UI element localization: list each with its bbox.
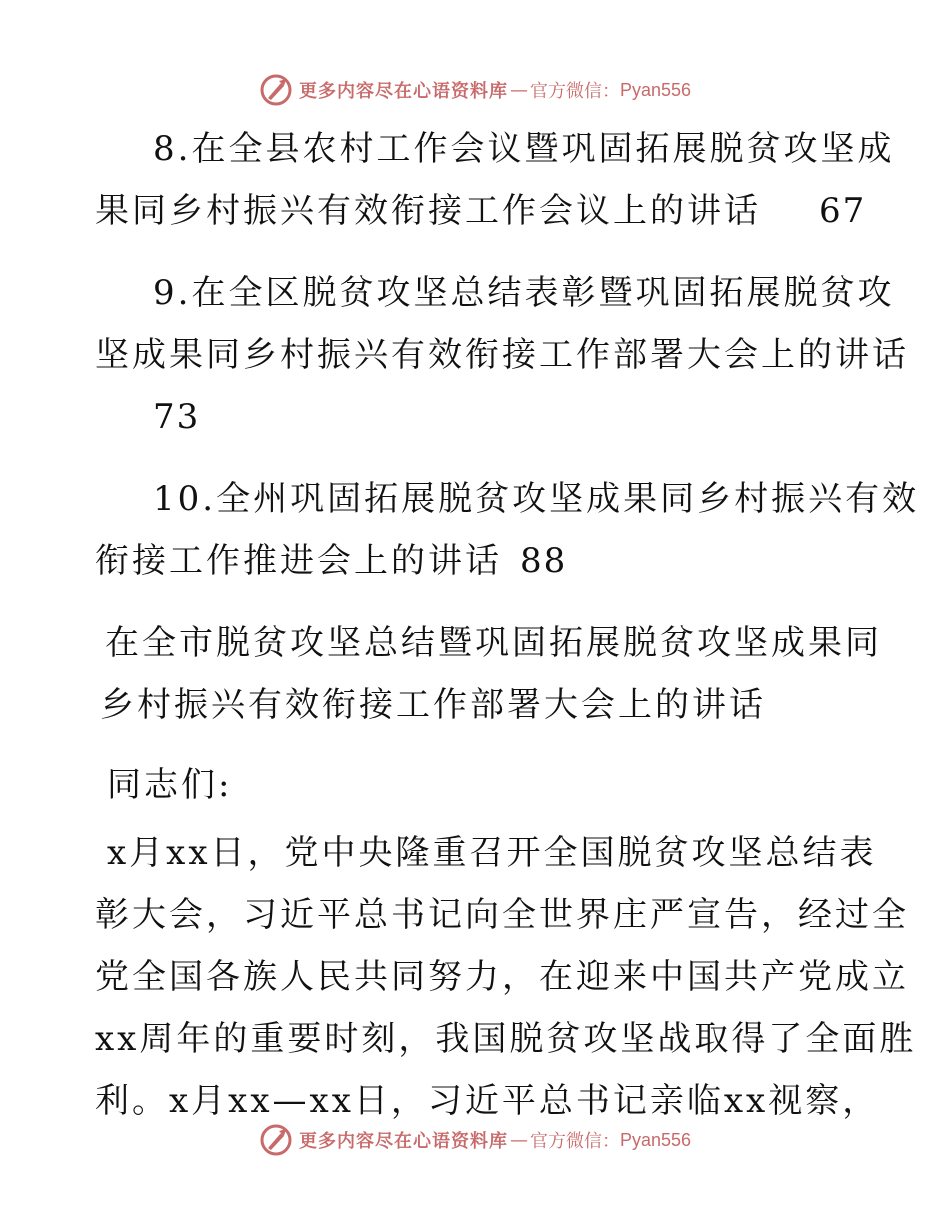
toc-page-number: 88	[520, 541, 568, 581]
toc-page-number: 67	[819, 191, 867, 231]
toc-line	[95, 530, 865, 592]
body-paragraph	[95, 822, 917, 1132]
toc-line: 10.全州巩固拓展脱贫攻坚成果同乡村振兴有效	[153, 479, 920, 519]
toc-line: 9.在全区脱贫攻坚总结表彰暨巩固拓展脱贫攻	[153, 273, 895, 313]
toc-line-text: 衔接工作推进会上的讲话	[95, 541, 502, 581]
header-watermark	[0, 70, 950, 110]
body-line: 利。x月xx—xx日，习近平总书记亲临xx视察，	[95, 1081, 880, 1121]
toc-page-number: 73	[153, 397, 201, 437]
toc-line	[95, 180, 865, 242]
watermark-text: 更多内容尽在心语资料库	[298, 81, 508, 102]
body-line: 党全国各族人民共同努力，在迎来中国共产党成立	[95, 957, 909, 997]
body-line: 彰大会，习近平总书记向全世界庄严宣告，经过全	[95, 895, 909, 935]
watermark-wechat-id: Pyan556	[619, 79, 692, 100]
watermark-suffix: 官方微信：	[529, 1131, 620, 1152]
toc-line: 坚成果同乡村振兴有效衔接工作部署大会上的讲话	[95, 335, 909, 375]
toc-item	[95, 118, 895, 242]
speech-title-line: 乡村振兴有效衔接工作部署大会上的讲话	[100, 685, 766, 725]
document-content	[95, 118, 920, 1132]
watermark-text: 更多内容尽在心语资料库	[298, 1131, 508, 1152]
toc-line-text: 果同乡村振兴有效衔接工作会议上的讲话	[95, 191, 761, 231]
speech-title-line: 在全市脱贫攻坚总结暨巩固拓展脱贫攻坚成果同	[105, 623, 882, 663]
quill-logo-icon	[259, 73, 293, 107]
watermark-separator: —	[509, 79, 528, 101]
watermark-wechat-id: Pyan556	[619, 1129, 692, 1150]
toc-item	[95, 468, 920, 592]
salutation-text: 同志们:	[107, 765, 233, 805]
toc-item	[95, 262, 909, 448]
watermark-suffix: 官方微信：	[529, 81, 620, 102]
toc-line: 8.在全县农村工作会议暨巩固拓展脱贫攻坚成	[153, 129, 895, 169]
quill-logo-icon	[259, 1123, 293, 1157]
body-line: x月xx日，党中央隆重召开全国脱贫攻坚总结表	[107, 833, 877, 873]
footer-watermark	[0, 1120, 950, 1160]
speech-title	[95, 612, 882, 736]
salutation	[95, 754, 865, 816]
watermark-separator: —	[509, 1129, 528, 1151]
body-line: xx周年的重要时刻，我国脱贫攻坚战取得了全面胜	[95, 1019, 917, 1059]
